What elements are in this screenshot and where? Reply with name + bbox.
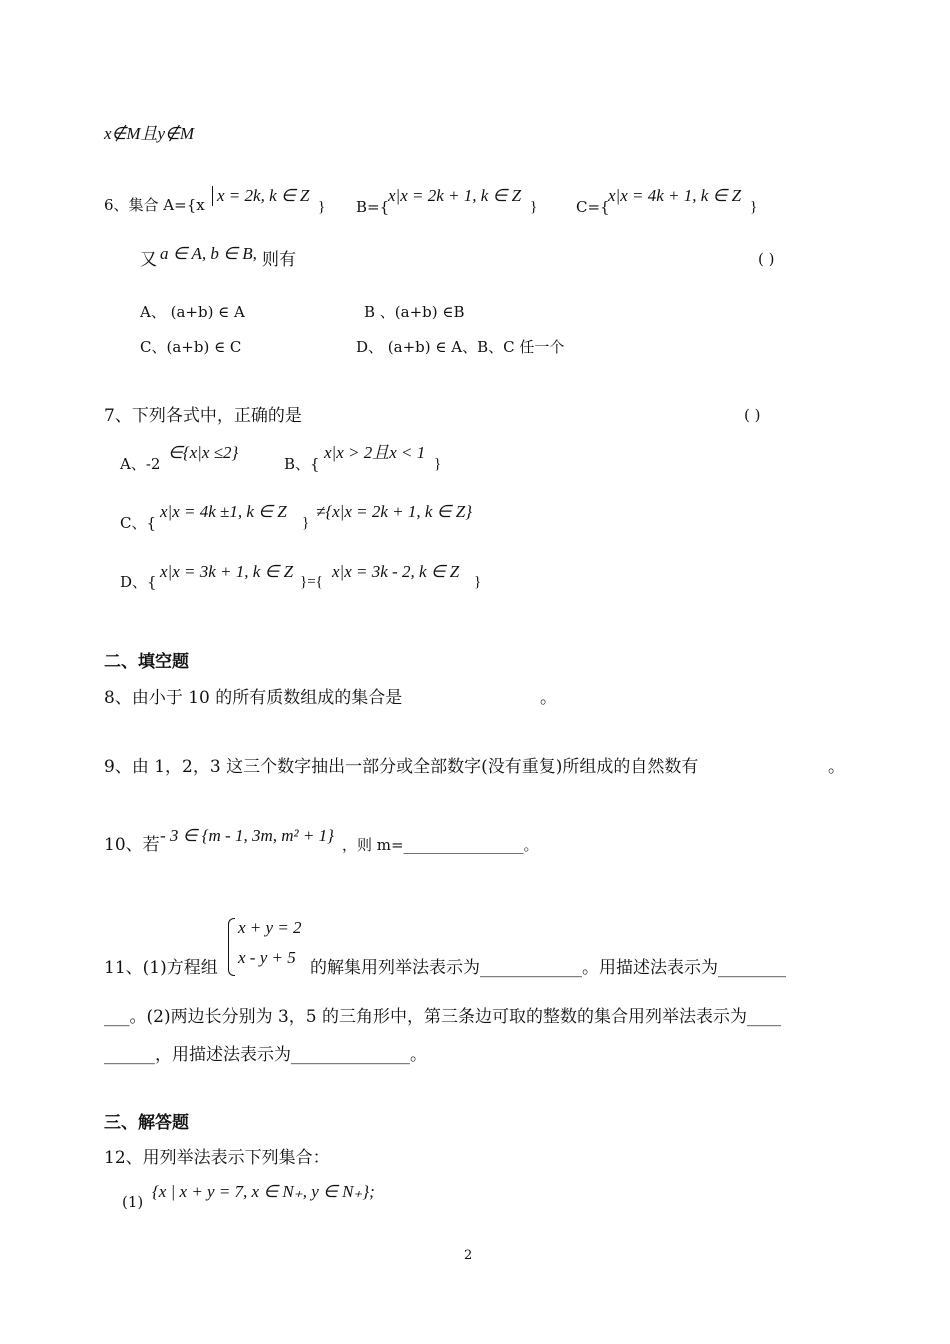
q7-option-c-mid: } xyxy=(302,515,310,531)
q12-item-1-expr: {x | x + y = 7, x ∈ N₊, y ∈ N₊}; xyxy=(152,1182,375,1201)
q6-set-c-close: } xyxy=(750,199,758,215)
q6-option-d: D、 (a+b) ∈ A、B、C 任一个 xyxy=(356,338,565,356)
q6-option-b: B 、(a+b) ∈B xyxy=(364,303,465,321)
q6-label: 6、集合 A={x xyxy=(104,196,205,214)
q11-equation-system xyxy=(228,918,308,974)
q6-set-c-expr: x|x = 4k + 1, k ∈ Z xyxy=(608,186,742,205)
q7-option-c-label: C、{ xyxy=(120,514,157,532)
q7-answer-paren: ( ) xyxy=(744,406,761,424)
q7-option-d-expr1: x|x = 3k + 1, k ∈ Z xyxy=(160,562,294,581)
q11-equation-1: x + y = 2 xyxy=(238,918,302,937)
q12-item-1-label: (1) xyxy=(122,1193,144,1211)
q12-stem: 12、用列举法表示下列集合： xyxy=(104,1148,330,1168)
q10-post: ，则 m=________________。 xyxy=(342,836,539,854)
q7-option-c-expr2: ≠{x|x = 2k + 1, k ∈ Z} xyxy=(316,502,472,521)
q11-line-1: 的解集用列举法表示为____________。用描述法表示为________ xyxy=(310,958,786,978)
q10-expr: - 3 ∈ {m - 1, 3m, m² + 1} xyxy=(160,826,334,845)
q11-line-2: ___。(2)两边长分别为 3，5 的三角形中，第三条边可取的整数的集合用列举法表示为____ xyxy=(104,1007,782,1027)
q7-option-c-expr1: x|x = 4k ±1, k ∈ Z xyxy=(160,502,287,521)
q7-option-d-close: } xyxy=(474,574,482,590)
q6-set-c-label: C={ xyxy=(576,198,610,216)
q6-set-b-close: } xyxy=(530,199,538,215)
q6-set-b-expr: x|x = 2k + 1, k ∈ Z xyxy=(388,186,522,205)
q6-set-a-expr: x = 2k, k ∈ Z xyxy=(212,186,309,206)
q6-answer-paren: ( ) xyxy=(758,250,775,268)
q7-option-b-close: } xyxy=(434,456,442,472)
q7-option-b-label: B、{ xyxy=(284,455,320,473)
q9-end: 。 xyxy=(828,757,845,777)
q8-text: 8、由小于 10 的所有质数组成的集合是 xyxy=(104,688,403,708)
q6-condition-expr: a ∈ A, b ∈ B, xyxy=(160,244,257,263)
q9-text: 9、由 1，2，3 这三个数字抽出一部分或全部数字(没有重复)所组成的自然数有 xyxy=(104,757,699,777)
q7-option-d-mid: }={ xyxy=(300,574,323,590)
q7-option-a-expr: ∈{x|x ≤2} xyxy=(168,443,239,462)
q8-end: 。 xyxy=(540,688,557,708)
page-number: 2 xyxy=(464,1248,473,1263)
q7-option-d-label: D、{ xyxy=(120,573,157,591)
q6-option-a: A、 (a+b) ∈ A xyxy=(140,303,245,321)
q7-option-b-expr: x|x > 2且x < 1 xyxy=(324,443,426,462)
q11-equation-2: x - y + 5 xyxy=(238,948,296,967)
q6-condition-pre: 又 xyxy=(140,250,157,270)
q11-line-3: ______，用描述法表示为______________。 xyxy=(104,1045,427,1065)
q7-stem: 7、下列各式中，正确的是 xyxy=(104,406,302,426)
q10-pre: 10、若 xyxy=(104,835,160,855)
q7-option-d-expr2: x|x = 3k - 2, k ∈ Z xyxy=(332,562,460,581)
q6-condition-post: 则有 xyxy=(262,250,296,270)
q7-option-a-label: A、-2 xyxy=(120,455,161,473)
section-3-title: 三、解答题 xyxy=(104,1113,189,1133)
q6-set-b-label: B={ xyxy=(356,198,390,216)
q6-option-c: C、(a+b) ∈ C xyxy=(140,338,242,356)
q5-tail: x∉M且y∉M xyxy=(104,124,195,143)
section-2-title: 二、填空题 xyxy=(104,652,189,672)
q11-pre: 11、(1)方程组 xyxy=(104,958,218,978)
q11-system-brace xyxy=(228,918,235,976)
q6-set-a-close: } xyxy=(318,199,326,215)
